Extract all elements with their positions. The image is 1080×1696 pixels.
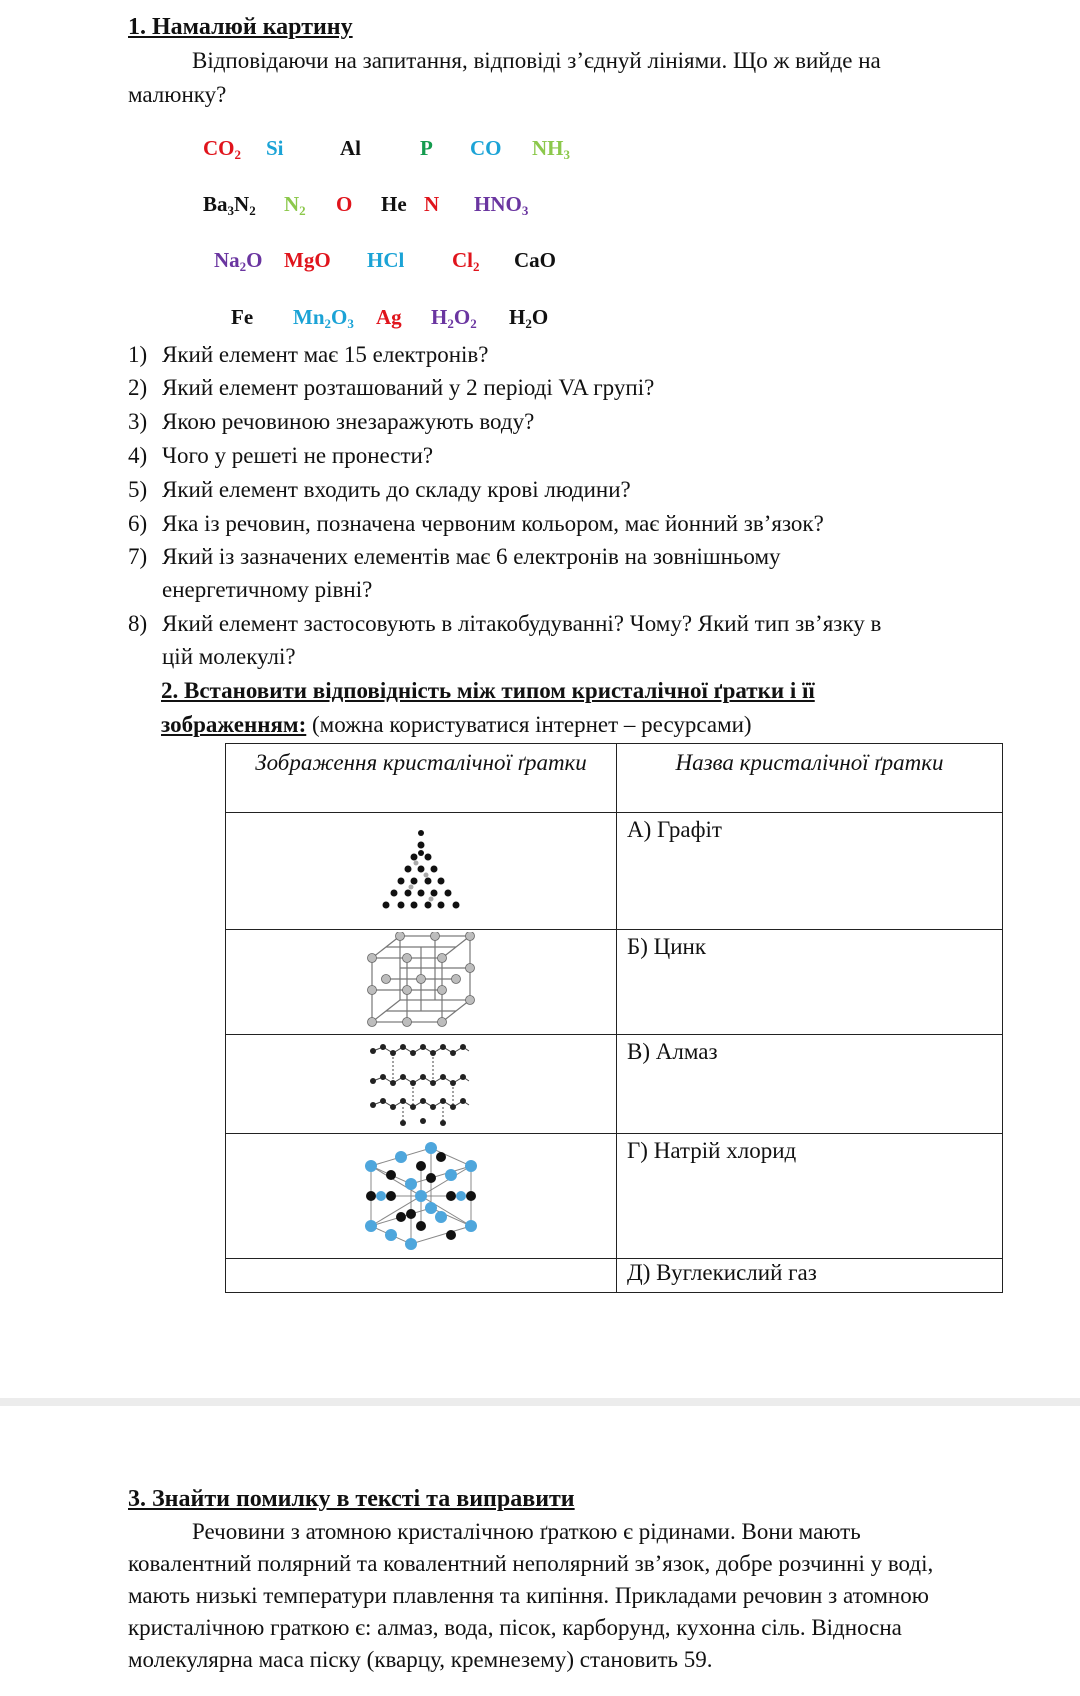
column-header-name: Назва кристалічної ґратки: [617, 744, 1003, 813]
lattice-name: В) Алмаз: [617, 1035, 1003, 1134]
formula-item: $H_2O_2$: [431, 305, 477, 331]
table-row: [226, 1035, 1003, 1134]
lattice-name: Г) Натрій хлорид: [617, 1134, 1003, 1259]
layered-lattice-image: [369, 1041, 473, 1127]
question-item: 8) Який елемент застосовують в літакобудуванні? Чому? Який тип зв’язку в цій молекулі?: [128, 611, 882, 669]
table-row: [226, 1134, 1003, 1259]
lattice-name: Б) Цинк: [617, 930, 1003, 1035]
section-3-title: 3. Знайти помилку в тексті та виправити: [128, 1486, 575, 1512]
page-break: [0, 1398, 1080, 1406]
formula-item: $H_2O$: [509, 305, 549, 331]
lattice-name: Д) Вуглекислий газ: [617, 1259, 1003, 1293]
section-3-text: Речовини з атомною кристалічною ґраткою є рідинами. Вони мають ковалентний полярний та ковалентний неполярний зв’язок, добре розчинні у воді, мають низькі температури плавлення та кипіння. Прикладами речовин з атомною кристалічною граткою є: алмаз, вода, пісок, карборунд, кухонна сіль. Відносна молекулярна маса піску (кварцу, кремнезему) становить 59.: [128, 1519, 934, 1672]
formula-item: He: [381, 192, 407, 216]
formula-item: $NH_3$: [532, 136, 570, 162]
question-item: 7) Який із зазначених елементів має 6 електронів на зовнішньому енергетичному рівні?: [128, 544, 781, 602]
page-2: [0, 1406, 1080, 1696]
question-item: 6) Яка із речовин, позначена червоним кольором, має йонний зв’язок?: [128, 511, 824, 536]
question-item: 5) Який елемент входить до складу крові людини?: [128, 477, 631, 502]
lattice-image-cell: [226, 1134, 617, 1259]
formula-item: Ag: [376, 305, 402, 329]
graphite-pyramid-image: [366, 827, 476, 913]
question-item: 4) Чого у решеті не пронести?: [128, 443, 434, 468]
formula-item: $N_2$: [284, 192, 306, 218]
formula-item: HCl: [367, 248, 405, 272]
formula-item: $HNO_3$: [474, 192, 529, 218]
formula-item: CO: [470, 136, 502, 160]
formula-item: O: [336, 192, 353, 216]
formula-item: $CO_2$: [203, 136, 241, 162]
formula-item: Fe: [231, 305, 254, 329]
cubic-lattice-image: [364, 932, 478, 1028]
question-item: 2) Який елемент розташований у 2 періоді VA групі?: [128, 375, 655, 400]
formula-item: Al: [340, 136, 361, 160]
lattice-image-cell: [226, 1259, 617, 1293]
question-item: 3) Якою речовиною знезаражують воду?: [128, 409, 535, 434]
formula-item: CaO: [514, 248, 556, 272]
table-row: [226, 813, 1003, 930]
formula-item: $Mn_2O_3$: [293, 305, 354, 331]
formula-item: N: [424, 192, 440, 216]
table-row: [226, 1259, 1003, 1293]
formula-item: $Ba_3N_2$: [203, 192, 256, 218]
section-2-title: 2. Встановити відповідність між типом кристалічної ґратки і її зображенням: (можна користуватися інтернет – ресурсами): [161, 678, 815, 737]
section-1-title: 1. Намалюй картину: [128, 14, 353, 40]
formula-item: P: [420, 136, 433, 160]
table-row: [226, 930, 1003, 1035]
formula-item: Si: [266, 136, 284, 160]
lattice-image-cell: [226, 813, 617, 930]
lattice-image-cell: [226, 930, 617, 1035]
lattice-table: [225, 743, 1003, 1293]
lattice-image-cell: [226, 1035, 617, 1134]
column-header-image: Зображення кристалічної ґратки: [226, 744, 617, 813]
lattice-name: А) Графіт: [617, 813, 1003, 930]
formula-item: $Cl_2$: [452, 248, 480, 274]
formula-item: MgO: [284, 248, 331, 272]
sodium-chloride-lattice-image: [359, 1138, 483, 1250]
section-1-intro: Відповідаючи на запитання, відповіді з’єднуй лініями. Що ж вийде на малюнку?: [128, 48, 881, 107]
question-item: 1) Який елемент має 15 електронів?: [128, 342, 489, 367]
formula-item: $Na_2O$: [214, 248, 263, 274]
